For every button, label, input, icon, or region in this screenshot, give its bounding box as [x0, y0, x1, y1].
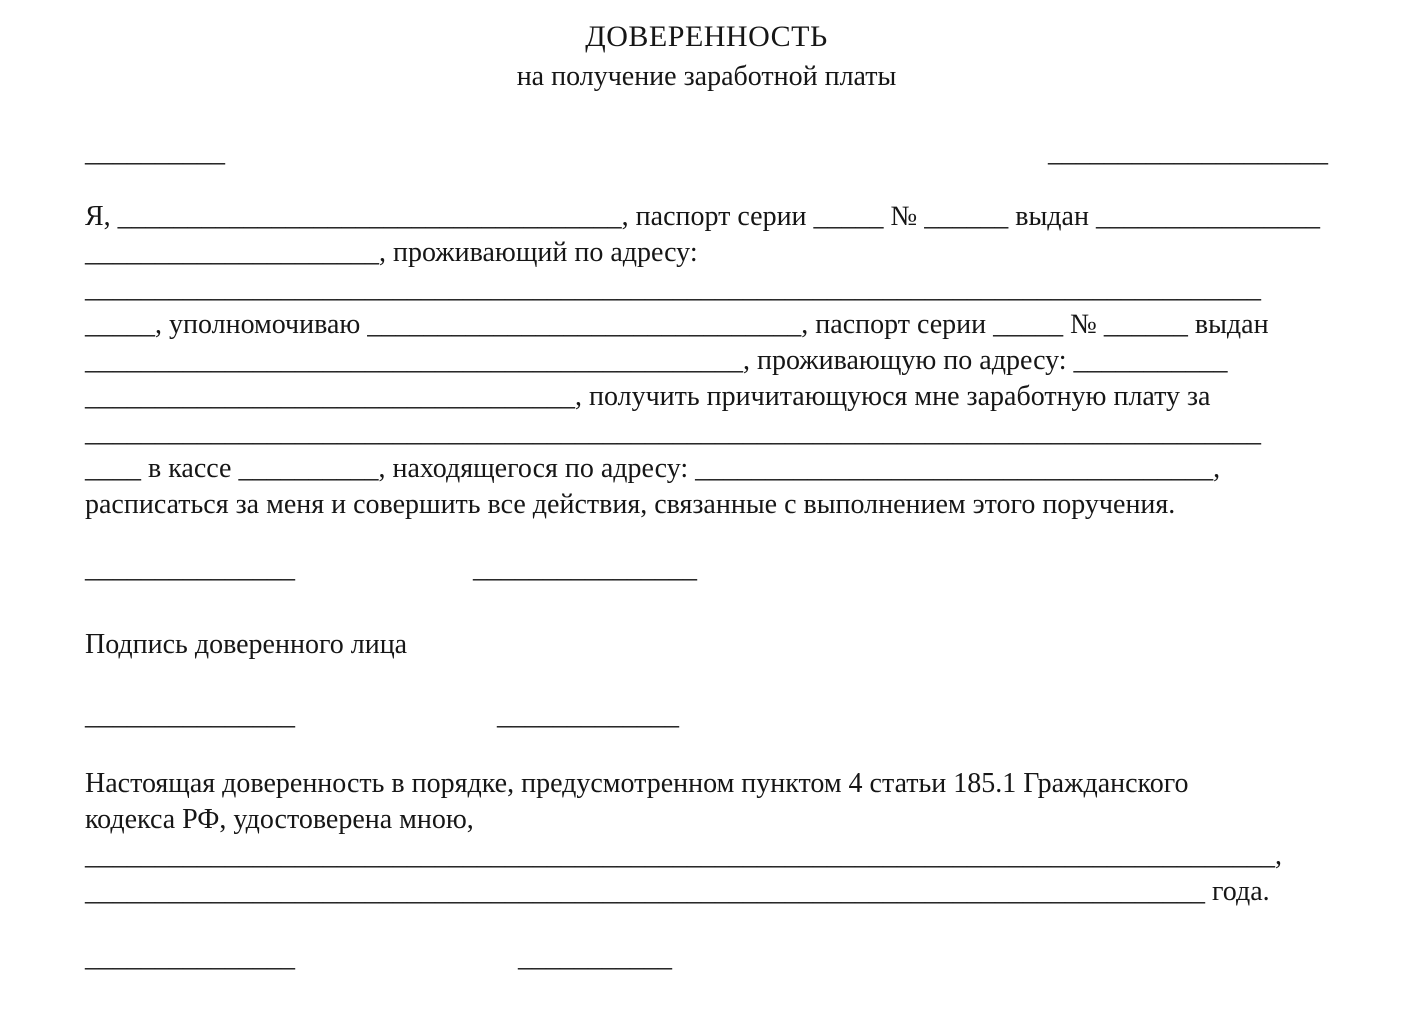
signature-row-1: [85, 551, 1328, 587]
cashdesk-blank-line: ____________________________________________________________________________________: [85, 417, 1261, 448]
certification-line-1: Настоящая доверенность в порядке, предусмотренном пунктом 4 статьи 185.1 Гражданского: [85, 768, 1189, 799]
signature-row-3: [85, 940, 1328, 976]
principal-line-2: _____________________, проживающий по адресу:: [85, 237, 698, 268]
attorney-signature-label: Подпись доверенного лица: [85, 629, 408, 660]
signature-2-left-blank: _______________: [85, 700, 295, 731]
certification-year-blank: ________________________________________________________________________________ года.: [85, 876, 1270, 907]
certification-line-2: кодекса РФ, удостоверена мною,: [85, 804, 474, 835]
signature-1-right-blank: ________________: [473, 553, 697, 584]
attorney-line-salary: ___________________________________, получить причитающуюся мне заработную плату за: [85, 381, 1211, 412]
certification-paragraph: [85, 766, 1328, 910]
principal-line-1: Я, ____________________________________, паспорт серии _____ № ______ выдан ________________: [85, 201, 1320, 232]
signature-3-left-blank: _______________: [85, 942, 295, 973]
date-blank: ____________________: [1048, 137, 1328, 168]
cashdesk-address-line: ____ в кассе __________, находящегося по адресу: _____________________________________,: [85, 453, 1221, 484]
signature-row-2: [85, 698, 1328, 734]
document-title: ДОВЕРЕННОСТЬ: [585, 20, 828, 53]
signature-1-left-blank: _______________: [85, 553, 295, 584]
attorney-line-authorize: _____, уполномочиваю _______________________________, паспорт серии _____ № ______ выдан: [85, 309, 1269, 340]
cashdesk-paragraph: [85, 415, 1328, 523]
principal-paragraph: [85, 199, 1328, 271]
attorney-paragraph: [85, 271, 1328, 415]
certification-notary-blank: _____________________________________________________________________________________,: [85, 840, 1282, 871]
signature-3-right-blank: ___________: [518, 942, 672, 973]
document-subtitle: на получение заработной платы: [516, 61, 897, 92]
attorney-address-blank-line: ____________________________________________________________________________________: [85, 273, 1261, 304]
signature-2-right-blank: _____________: [497, 700, 679, 731]
place-blank: __________: [85, 137, 225, 168]
cashdesk-actions-line: расписаться за меня и совершить все действия, связанные с выполнением этого поручения.: [85, 489, 1176, 520]
attorney-line-residence: _______________________________________________, проживающую по адресу: ___________: [85, 345, 1228, 376]
date-place-row: [85, 135, 1328, 171]
